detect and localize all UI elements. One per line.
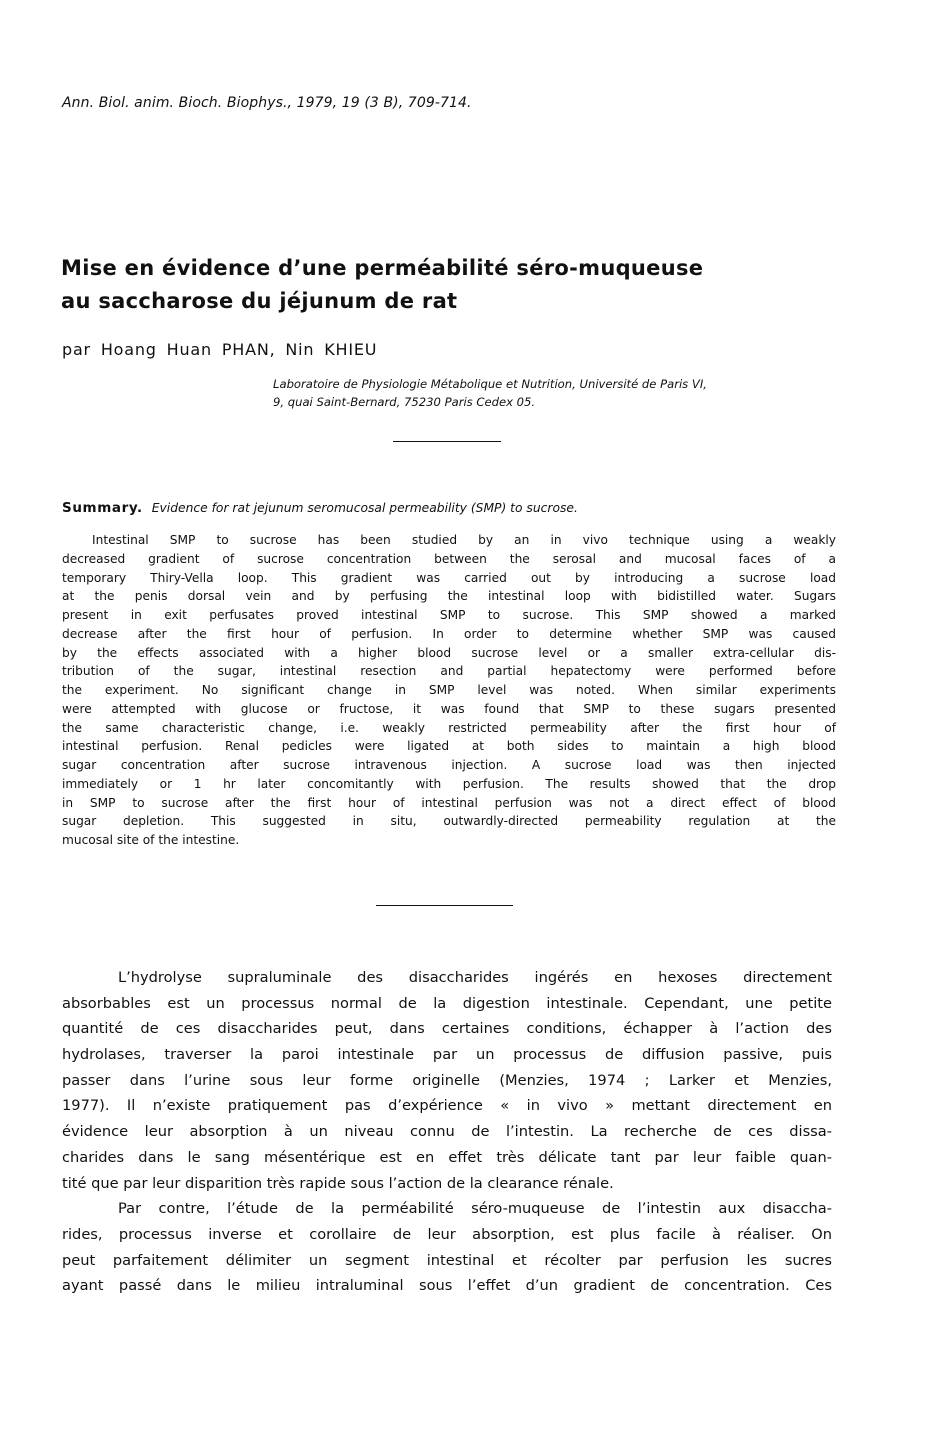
article-title [61,252,821,318]
affiliation-line-1: Laboratoire de Physiologie Métabolique et Nutrition, Université de Paris VI, [273,377,707,391]
body-line: absorbables est un processus normal de la digestion intestinale. Cependant, une petite [62,994,832,1012]
body-line: charides dans le sang mésentérique est en effet très délicate tant par leur faible quan- [62,1148,832,1166]
body-line: peut parfaitement délimiter un segment intestinal et récolter par perfusion les sucres [62,1251,832,1269]
body-line: 1977). Il n’existe pratiquement pas d’expérience « in vivo » mettant directement en [62,1097,832,1115]
body-line: rides, processus inverse et corollaire de leur absorption, est plus facile à réaliser. On [62,1225,832,1243]
summary-label: Summary. [62,500,143,516]
body-line: ayant passé dans le milieu intraluminal sous l’effet d’un gradient de concentration. Ces [62,1277,832,1295]
summary-heading [62,500,578,516]
affiliation-line-2: 9, quai Saint-Bernard, 75230 Paris Cedex 05. [273,395,536,409]
divider-bottom [376,905,513,906]
abstract-line: decrease after the first hour of perfusion. In order to determine whether SMP was caused [62,626,836,641]
abstract-line: sugar concentration after sucrose intravenous injection. A sucrose load was then injected [62,758,836,772]
abstract [62,531,836,850]
body-line: hydrolases, traverser la paroi intestinale par un processus de diffusion passive, puis [62,1046,832,1064]
abstract-line: immediately or 1 hr later concomitantly with perfusion. The results showed that the drop [62,776,836,791]
abstract-line: mucosal site of the intestine. [62,833,240,847]
title-line-1: Mise en évidence d’une perméabilité séro-muqueuse [61,256,704,280]
abstract-line: the experiment. No significant change in SMP level was noted. When similar experiments [62,683,836,697]
abstract-line: decreased gradient of sucrose concentration between the serosal and mucosal faces of a [62,551,836,566]
abstract-line: the same characteristic change, i.e. weakly restricted permeability after the first hour of [62,720,836,735]
body-line: passer dans l’urine sous leur forme originelle (Menzies, 1974 ; Larker et Menzies, [62,1071,832,1089]
affiliation [273,375,833,411]
body-line: L’hydrolyse supraluminale des disaccharides ingérés en hexoses directement [118,969,832,986]
abstract-line: at the penis dorsal vein and by perfusing the intestinal loop with bidistilled water. Sugars [62,589,836,604]
summary-title: Evidence for rat jejunum seromucosal permeability (SMP) to sucrose. [151,501,578,515]
journal-citation: Ann. Biol. anim. Bioch. Biophys., 1979, 19 (3 B), 709-714. [62,95,472,111]
abstract-line: sugar depletion. This suggested in situ, outwardly-directed permeability regulation at the [62,814,836,829]
abstract-line: were attempted with glucose or fructose, it was found that SMP to these sugars presented [62,701,836,716]
abstract-line: Intestinal SMP to sucrose has been studied by an in vivo technique using a weakly [92,533,836,547]
abstract-line: intestinal perfusion. Renal pedicles were ligated at both sides to maintain a high blood [62,739,836,754]
abstract-line: temporary Thiry-Vella loop. This gradient was carried out by introducing a sucrose load [62,570,836,585]
abstract-line: tribution of the sugar, intestinal resection and partial hepatectomy were performed before [62,664,836,679]
abstract-line: by the effects associated with a higher blood sucrose level or a smaller extra-cellular dis- [62,645,836,660]
abstract-line: in SMP to sucrose after the first hour of intestinal perfusion was not a direct effect of blood [62,795,836,810]
body-line: Par contre, l’étude de la perméabilité séro-muqueuse de l’intestin aux disaccha- [118,1200,832,1218]
abstract-line: present in exit perfusates proved intestinal SMP to sucrose. This SMP showed a marked [62,608,836,622]
body-line: évidence leur absorption à un niveau connu de l’intestin. La recherche de ces dissa- [62,1123,832,1141]
divider-top [393,441,501,442]
authors: par Hoang Huan PHAN, Nin KHIEU [62,340,378,359]
body-text [62,965,832,1299]
title-line-2: au saccharose du jéjunum de rat [61,289,458,313]
body-line: tité que par leur disparition très rapide sous l’action de la clearance rénale. [62,1174,614,1192]
body-line: quantité de ces disaccharides peut, dans certaines conditions, échapper à l’action des [62,1020,832,1038]
